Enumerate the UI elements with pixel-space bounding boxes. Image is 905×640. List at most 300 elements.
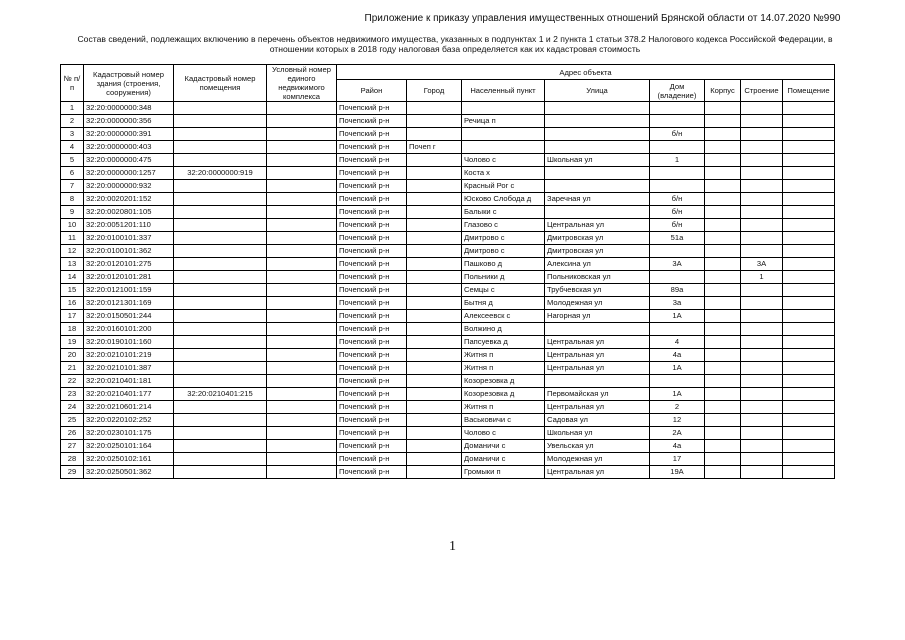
cell-kad-building: 32:20:0250102:161 <box>84 453 174 466</box>
header-structure: Строение <box>741 80 783 102</box>
cell-conditional-number <box>267 258 337 271</box>
cell-city <box>407 414 462 427</box>
cell-house: 3А <box>650 258 705 271</box>
cell-num: 20 <box>61 349 84 362</box>
cell-num: 19 <box>61 336 84 349</box>
cell-kad-premises <box>174 245 267 258</box>
cell-street: Школьная ул <box>545 154 650 167</box>
table-row <box>61 388 835 401</box>
cell-kad-building: 32:20:0210101:219 <box>84 349 174 362</box>
cell-premises <box>783 115 835 128</box>
cell-district: Почепский р-н <box>337 349 407 362</box>
cell-building-block <box>705 349 741 362</box>
cell-building-block <box>705 375 741 388</box>
cell-conditional-number <box>267 310 337 323</box>
cell-settlement: Житня п <box>462 362 545 375</box>
cell-street: Первомайская ул <box>545 388 650 401</box>
cell-kad-premises <box>174 453 267 466</box>
cell-city <box>407 206 462 219</box>
cell-district: Почепский р-н <box>337 323 407 336</box>
cell-building-block <box>705 414 741 427</box>
table-row <box>61 375 835 388</box>
cell-city <box>407 219 462 232</box>
cell-structure <box>741 362 783 375</box>
cell-settlement <box>462 141 545 154</box>
cell-kad-premises <box>174 232 267 245</box>
cell-premises <box>783 271 835 284</box>
table-row <box>61 206 835 219</box>
cell-city <box>407 115 462 128</box>
cell-premises <box>783 154 835 167</box>
cell-conditional-number <box>267 167 337 180</box>
cell-house: 2 <box>650 401 705 414</box>
cell-building-block <box>705 219 741 232</box>
cell-num: 13 <box>61 258 84 271</box>
cell-conditional-number <box>267 453 337 466</box>
cell-settlement: Козорезовка д <box>462 375 545 388</box>
cell-city <box>407 245 462 258</box>
cell-city <box>407 453 462 466</box>
cell-settlement: Житня п <box>462 349 545 362</box>
cell-kad-premises <box>174 115 267 128</box>
cell-street: Центральная ул <box>545 336 650 349</box>
cell-house <box>650 102 705 115</box>
header-street: Улица <box>545 80 650 102</box>
cell-street: Молодежная ул <box>545 453 650 466</box>
cell-premises <box>783 232 835 245</box>
cell-num: 3 <box>61 128 84 141</box>
cell-premises <box>783 102 835 115</box>
cell-building-block <box>705 466 741 479</box>
cell-num: 24 <box>61 401 84 414</box>
cell-settlement: Семцы с <box>462 284 545 297</box>
cell-building-block <box>705 258 741 271</box>
cell-kad-building: 32:20:0121301:169 <box>84 297 174 310</box>
cell-city <box>407 375 462 388</box>
cell-structure <box>741 219 783 232</box>
cell-building-block <box>705 154 741 167</box>
cell-house: 1А <box>650 310 705 323</box>
cell-structure <box>741 154 783 167</box>
cell-district: Почепский р-н <box>337 180 407 193</box>
cell-building-block <box>705 206 741 219</box>
cell-house <box>650 375 705 388</box>
table-row <box>61 453 835 466</box>
cell-street: Польниковская ул <box>545 271 650 284</box>
cell-settlement: Алексеевск с <box>462 310 545 323</box>
cell-district: Почепский р-н <box>337 336 407 349</box>
cell-kad-building: 32:20:0051201:110 <box>84 219 174 232</box>
cell-settlement: Козорезовка д <box>462 388 545 401</box>
cell-house: б/н <box>650 219 705 232</box>
cell-street: Центральная ул <box>545 219 650 232</box>
cell-building-block <box>705 336 741 349</box>
cell-num: 23 <box>61 388 84 401</box>
cell-structure <box>741 232 783 245</box>
cell-structure <box>741 245 783 258</box>
cell-structure <box>741 167 783 180</box>
cell-structure <box>741 310 783 323</box>
table-row <box>61 128 835 141</box>
cell-building-block <box>705 128 741 141</box>
cell-street: Центральная ул <box>545 349 650 362</box>
appendix-title: Приложение к приказу управления имущественных отношений Брянской области от 14.07.2020 №990 <box>364 13 841 24</box>
cell-conditional-number <box>267 115 337 128</box>
cell-kad-building: 32:20:0100101:337 <box>84 232 174 245</box>
header-house: Дом (владение) <box>650 80 705 102</box>
cell-district: Почепский р-н <box>337 401 407 414</box>
table-row <box>61 297 835 310</box>
cell-conditional-number <box>267 349 337 362</box>
cell-house: 3а <box>650 297 705 310</box>
cell-kad-premises <box>174 375 267 388</box>
cell-house <box>650 141 705 154</box>
cell-premises <box>783 180 835 193</box>
cell-city <box>407 440 462 453</box>
cell-street: Центральная ул <box>545 466 650 479</box>
cell-district: Почепский р-н <box>337 362 407 375</box>
cell-num: 12 <box>61 245 84 258</box>
cell-conditional-number <box>267 180 337 193</box>
cell-street: Заречная ул <box>545 193 650 206</box>
cell-kad-building: 32:20:0250101:164 <box>84 440 174 453</box>
cell-building-block <box>705 115 741 128</box>
cell-settlement: Волжино д <box>462 323 545 336</box>
cell-premises <box>783 427 835 440</box>
cell-street <box>545 128 650 141</box>
cell-district: Почепский р-н <box>337 297 407 310</box>
cell-street: Молодежная ул <box>545 297 650 310</box>
cell-city <box>407 154 462 167</box>
cell-house <box>650 180 705 193</box>
cell-city <box>407 167 462 180</box>
cell-kad-building: 32:20:0220102:252 <box>84 414 174 427</box>
table-row <box>61 310 835 323</box>
cell-building-block <box>705 297 741 310</box>
cell-kad-building: 32:20:0000000:403 <box>84 141 174 154</box>
cell-structure <box>741 128 783 141</box>
cell-conditional-number <box>267 401 337 414</box>
cell-kad-building: 32:20:0000000:1257 <box>84 167 174 180</box>
cell-settlement: Папсуевка д <box>462 336 545 349</box>
cell-street <box>545 206 650 219</box>
cell-settlement: Юсково Слобода д <box>462 193 545 206</box>
cell-structure: 1 <box>741 271 783 284</box>
cell-num: 27 <box>61 440 84 453</box>
cell-building-block <box>705 453 741 466</box>
table-row <box>61 258 835 271</box>
cell-settlement: Дмитрово с <box>462 232 545 245</box>
cell-num: 26 <box>61 427 84 440</box>
cell-kad-building: 32:20:0020801:105 <box>84 206 174 219</box>
cell-street <box>545 141 650 154</box>
cell-structure <box>741 349 783 362</box>
cell-conditional-number <box>267 427 337 440</box>
cell-street <box>545 167 650 180</box>
cell-kad-premises <box>174 141 267 154</box>
cell-street <box>545 375 650 388</box>
table-row <box>61 141 835 154</box>
cell-city <box>407 466 462 479</box>
header-building-block: Корпус <box>705 80 741 102</box>
cell-house: 12 <box>650 414 705 427</box>
cell-building-block <box>705 388 741 401</box>
cell-district: Почепский р-н <box>337 453 407 466</box>
cell-kad-building: 32:20:0000000:356 <box>84 115 174 128</box>
cell-structure <box>741 414 783 427</box>
cell-num: 1 <box>61 102 84 115</box>
table-row <box>61 232 835 245</box>
cell-kad-building: 32:20:0120101:281 <box>84 271 174 284</box>
cell-kad-premises <box>174 336 267 349</box>
document-heading: Состав сведений, подлежащих включению в перечень объектов недвижимого имущества, указанных в подпунктах 1 и 2 пункта 1 статьи 378.2 Налогового кодекса Российской Федерации, в отношении которых в 2018 году налоговая база определяется как их кадастровая стоимость <box>77 34 833 54</box>
cell-building-block <box>705 232 741 245</box>
cell-city <box>407 232 462 245</box>
cell-building-block <box>705 427 741 440</box>
table-row <box>61 219 835 232</box>
cell-kad-premises <box>174 401 267 414</box>
cell-building-block <box>705 193 741 206</box>
table-row <box>61 154 835 167</box>
cell-kad-building: 32:20:0120101:275 <box>84 258 174 271</box>
cell-city <box>407 193 462 206</box>
cell-city <box>407 388 462 401</box>
table-row <box>61 336 835 349</box>
header-kad-premises: Кадастровый номер помещения <box>174 65 267 102</box>
cell-street: Дмитровская ул <box>545 232 650 245</box>
cell-kad-premises <box>174 206 267 219</box>
cell-structure <box>741 427 783 440</box>
cell-city <box>407 310 462 323</box>
cell-city <box>407 323 462 336</box>
table-row <box>61 440 835 453</box>
page-number: 1 <box>449 539 456 554</box>
cell-street <box>545 180 650 193</box>
cell-premises <box>783 167 835 180</box>
cell-house: б/н <box>650 193 705 206</box>
cell-house: 4а <box>650 440 705 453</box>
cell-street: Трубчевская ул <box>545 284 650 297</box>
header-settlement: Населенный пункт <box>462 80 545 102</box>
cell-kad-building: 32:20:0000000:932 <box>84 180 174 193</box>
cell-settlement <box>462 102 545 115</box>
cell-premises <box>783 453 835 466</box>
cell-kad-building: 32:20:0230101:175 <box>84 427 174 440</box>
cell-kad-premises <box>174 440 267 453</box>
cell-street: Садовая ул <box>545 414 650 427</box>
cell-city <box>407 362 462 375</box>
cell-kad-premises <box>174 193 267 206</box>
cell-kad-premises <box>174 323 267 336</box>
cell-city <box>407 297 462 310</box>
cell-conditional-number <box>267 206 337 219</box>
cell-house: 2А <box>650 427 705 440</box>
cell-house: 1 <box>650 154 705 167</box>
cell-house: 1А <box>650 362 705 375</box>
cell-district: Почепский р-н <box>337 310 407 323</box>
cell-kad-building: 32:20:0210101:387 <box>84 362 174 375</box>
cell-premises <box>783 128 835 141</box>
cell-premises <box>783 206 835 219</box>
cell-structure <box>741 440 783 453</box>
cell-kad-building: 32:20:0000000:391 <box>84 128 174 141</box>
cell-house: 51а <box>650 232 705 245</box>
cell-settlement: Доманичи с <box>462 440 545 453</box>
cell-city <box>407 284 462 297</box>
cell-premises <box>783 401 835 414</box>
cell-building-block <box>705 180 741 193</box>
header-premises: Помещение <box>783 80 835 102</box>
table-row <box>61 323 835 336</box>
cell-settlement: Речица п <box>462 115 545 128</box>
cell-structure <box>741 284 783 297</box>
cell-kad-building: 32:20:0150501:244 <box>84 310 174 323</box>
cell-premises <box>783 245 835 258</box>
cell-num: 18 <box>61 323 84 336</box>
cell-premises <box>783 388 835 401</box>
cell-building-block <box>705 440 741 453</box>
cell-kad-premises <box>174 180 267 193</box>
cell-num: 17 <box>61 310 84 323</box>
cell-building-block <box>705 284 741 297</box>
cell-num: 2 <box>61 115 84 128</box>
cell-building-block <box>705 310 741 323</box>
cell-settlement: Пашково д <box>462 258 545 271</box>
cell-district: Почепский р-н <box>337 115 407 128</box>
cell-num: 10 <box>61 219 84 232</box>
cell-street: Увельская ул <box>545 440 650 453</box>
cell-kad-premises <box>174 271 267 284</box>
cell-settlement: Красный Рог с <box>462 180 545 193</box>
cell-kad-premises <box>174 284 267 297</box>
cell-house <box>650 115 705 128</box>
cell-building-block <box>705 401 741 414</box>
cell-settlement: Бытня д <box>462 297 545 310</box>
cell-kad-premises <box>174 310 267 323</box>
table-row <box>61 349 835 362</box>
header-address: Адрес объекта <box>337 65 835 80</box>
cell-kad-building: 32:20:0000000:348 <box>84 102 174 115</box>
cell-street: Школьная ул <box>545 427 650 440</box>
cell-conditional-number <box>267 193 337 206</box>
cell-num: 22 <box>61 375 84 388</box>
cell-structure <box>741 141 783 154</box>
table-row <box>61 427 835 440</box>
cell-street <box>545 115 650 128</box>
cell-num: 15 <box>61 284 84 297</box>
cell-district: Почепский р-н <box>337 206 407 219</box>
cell-city <box>407 128 462 141</box>
cell-house: 4 <box>650 336 705 349</box>
cell-city <box>407 271 462 284</box>
cell-conditional-number <box>267 232 337 245</box>
cell-structure <box>741 193 783 206</box>
cell-structure <box>741 336 783 349</box>
cell-district: Почепский р-н <box>337 193 407 206</box>
cell-structure <box>741 206 783 219</box>
cell-city <box>407 427 462 440</box>
cell-conditional-number <box>267 219 337 232</box>
cell-conditional-number <box>267 102 337 115</box>
table-row <box>61 362 835 375</box>
cell-house: 19А <box>650 466 705 479</box>
cell-num: 4 <box>61 141 84 154</box>
cell-structure <box>741 401 783 414</box>
header-num: № п/п <box>61 65 84 102</box>
cell-district: Почепский р-н <box>337 466 407 479</box>
cell-settlement: Доманичи с <box>462 453 545 466</box>
cell-settlement: Чолово с <box>462 154 545 167</box>
cell-house: 17 <box>650 453 705 466</box>
cell-house <box>650 323 705 336</box>
cell-premises <box>783 141 835 154</box>
cell-house: б/н <box>650 206 705 219</box>
cell-structure: 3А <box>741 258 783 271</box>
cell-kad-premises <box>174 219 267 232</box>
cell-street: Центральная ул <box>545 362 650 375</box>
cell-kad-building: 32:20:0210401:177 <box>84 388 174 401</box>
header-conditional-number: Условный номер единого недвижимого комплекса <box>267 65 337 102</box>
cell-settlement: Дмитрово с <box>462 245 545 258</box>
cell-kad-premises <box>174 258 267 271</box>
cell-street <box>545 102 650 115</box>
cell-district: Почепский р-н <box>337 414 407 427</box>
cell-district: Почепский р-н <box>337 427 407 440</box>
cell-kad-premises: 32:20:0000000:919 <box>174 167 267 180</box>
cell-settlement: Глазово с <box>462 219 545 232</box>
cell-num: 25 <box>61 414 84 427</box>
cell-conditional-number <box>267 141 337 154</box>
cell-house <box>650 167 705 180</box>
table-row <box>61 401 835 414</box>
cell-premises <box>783 440 835 453</box>
cell-kad-premises <box>174 466 267 479</box>
cell-structure <box>741 388 783 401</box>
cell-house: 1А <box>650 388 705 401</box>
cell-settlement: Коста х <box>462 167 545 180</box>
cell-kad-building: 32:20:0100101:362 <box>84 245 174 258</box>
cell-conditional-number <box>267 466 337 479</box>
cell-structure <box>741 102 783 115</box>
cell-street: Центральная ул <box>545 401 650 414</box>
table-row <box>61 466 835 479</box>
table-row <box>61 180 835 193</box>
cell-num: 16 <box>61 297 84 310</box>
cell-structure <box>741 323 783 336</box>
cell-kad-building: 32:20:0210601:214 <box>84 401 174 414</box>
table-row <box>61 414 835 427</box>
cell-kad-premises: 32:20:0210401:215 <box>174 388 267 401</box>
cell-district: Почепский р-н <box>337 232 407 245</box>
cell-structure <box>741 375 783 388</box>
cell-premises <box>783 414 835 427</box>
cell-building-block <box>705 167 741 180</box>
cell-structure <box>741 453 783 466</box>
cell-conditional-number <box>267 284 337 297</box>
cell-conditional-number <box>267 388 337 401</box>
cell-kad-building: 32:20:0250501:362 <box>84 466 174 479</box>
cell-city <box>407 180 462 193</box>
cell-premises <box>783 362 835 375</box>
cell-district: Почепский р-н <box>337 154 407 167</box>
cell-conditional-number <box>267 375 337 388</box>
cell-building-block <box>705 102 741 115</box>
cell-city: Почеп г <box>407 141 462 154</box>
cell-kad-building: 32:20:0190101:160 <box>84 336 174 349</box>
cell-building-block <box>705 362 741 375</box>
table-row <box>61 284 835 297</box>
cell-district: Почепский р-н <box>337 141 407 154</box>
